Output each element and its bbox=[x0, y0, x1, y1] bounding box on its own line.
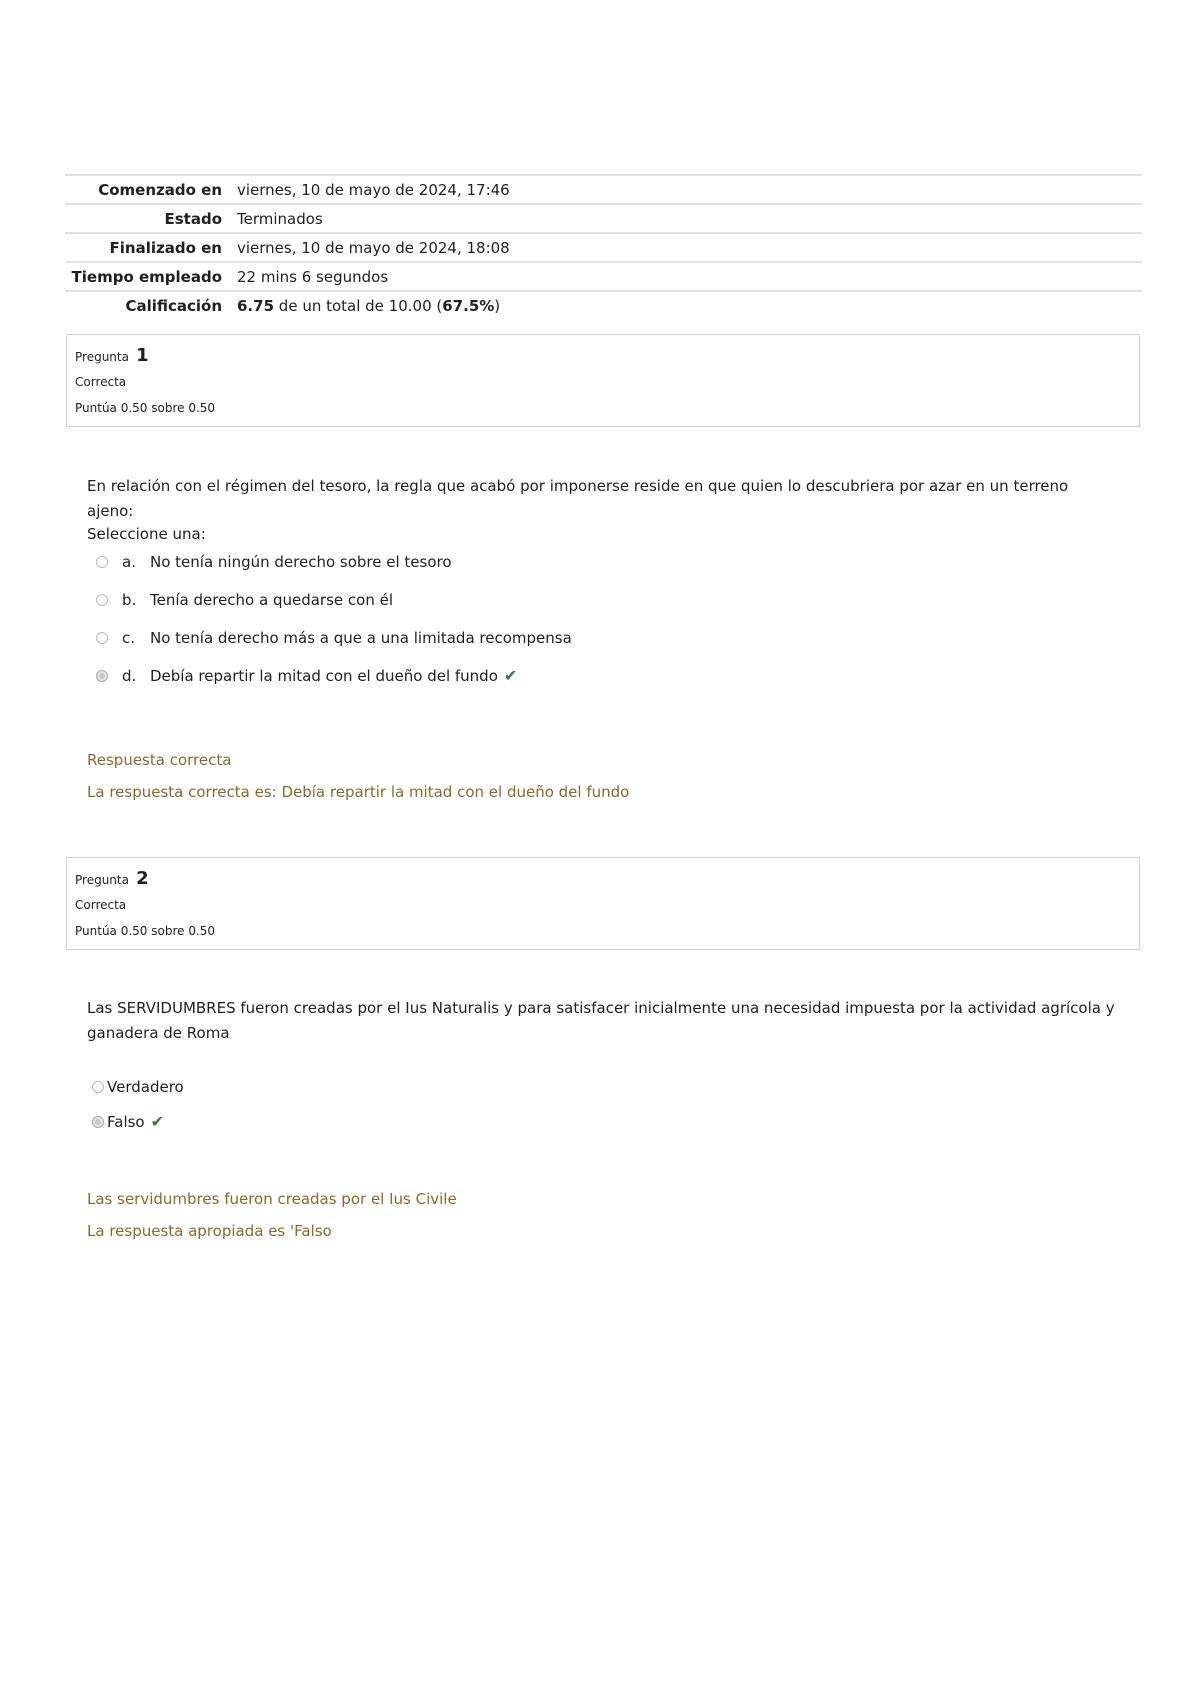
radio-button-checked[interactable] bbox=[92, 1116, 104, 1128]
question-2-right-answer: La respuesta apropiada es 'Falso bbox=[87, 1222, 332, 1240]
answer-text: No tenía derecho más a que a una limitada recompensa bbox=[150, 629, 572, 647]
question-number bbox=[75, 345, 1131, 366]
question-label: Pregunta bbox=[75, 873, 129, 887]
answer-option-b[interactable] bbox=[96, 591, 393, 609]
question-num: 1 bbox=[136, 345, 149, 366]
summary-value: viernes, 10 de mayo de 2024, 17:46 bbox=[237, 180, 510, 199]
question-grade: Puntúa 0.50 sobre 0.50 bbox=[75, 924, 216, 938]
question-2-info bbox=[66, 857, 1140, 950]
summary-row-grade bbox=[65, 292, 1142, 319]
question-1-right-answer: La respuesta correcta es: Debía repartir la mitad con el dueño del fundo bbox=[87, 783, 630, 801]
summary-row-started bbox=[65, 176, 1142, 205]
summary-label: Comenzado en bbox=[98, 180, 222, 199]
summary-value: 22 mins 6 segundos bbox=[237, 267, 389, 286]
question-num: 2 bbox=[136, 868, 149, 889]
radio-button[interactable] bbox=[96, 556, 108, 568]
correct-check-icon: ✔ bbox=[503, 666, 518, 685]
question-state: Correcta bbox=[75, 375, 127, 389]
answer-option-a[interactable] bbox=[96, 553, 452, 571]
question-grade: Puntúa 0.50 sobre 0.50 bbox=[75, 401, 216, 415]
answer-option-false[interactable] bbox=[92, 1112, 164, 1131]
answer-letter: b. bbox=[122, 591, 137, 609]
answer-text: No tenía ningún derecho sobre el tesoro bbox=[150, 553, 452, 571]
summary-value: viernes, 10 de mayo de 2024, 18:08 bbox=[237, 238, 510, 257]
answer-text: Verdadero bbox=[107, 1078, 184, 1096]
question-2-text: Las SERVIDUMBRES fueron creadas por el Ius Naturalis y para satisfacer inicialmente una necesidad impuesta por la actividad agrícola y ganadera de Roma bbox=[87, 999, 1115, 1042]
question-state: Correcta bbox=[75, 898, 127, 912]
question-2-feedback: Las servidumbres fueron creadas por el Ius Civile bbox=[87, 1190, 457, 1208]
select-one-prompt: Seleccione una: bbox=[87, 525, 206, 543]
answer-option-c[interactable] bbox=[96, 629, 572, 647]
grade-percent: 67.5% bbox=[442, 296, 495, 315]
answer-option-d[interactable] bbox=[96, 666, 517, 685]
answer-letter: c. bbox=[122, 629, 136, 647]
question-label: Pregunta bbox=[75, 350, 129, 364]
summary-label: Calificación bbox=[125, 296, 222, 315]
question-number bbox=[75, 868, 1131, 889]
summary-label: Estado bbox=[164, 209, 222, 228]
summary-row-finished bbox=[65, 234, 1142, 263]
grade-middle: de un total de 10.00 ( bbox=[278, 296, 443, 315]
summary-value: Terminados bbox=[237, 209, 323, 228]
radio-button[interactable] bbox=[92, 1081, 104, 1093]
grade-value bbox=[237, 297, 1142, 315]
summary-label: Tiempo empleado bbox=[71, 267, 222, 286]
question-1-feedback: Respuesta correcta bbox=[87, 751, 232, 769]
question-1-text: En relación con el régimen del tesoro, la regla que acabó por imponerse reside en que quien lo descubriera por azar en un terreno ajeno: bbox=[87, 477, 1069, 520]
question-1-info bbox=[66, 334, 1140, 427]
attempt-summary-table bbox=[65, 174, 1142, 319]
answer-text: Debía repartir la mitad con el dueño del fundo bbox=[150, 666, 498, 685]
answer-text: Falso bbox=[107, 1112, 145, 1131]
answer-letter: a. bbox=[122, 553, 136, 571]
radio-button[interactable] bbox=[96, 632, 108, 644]
answer-option-true[interactable] bbox=[92, 1078, 184, 1096]
summary-label: Finalizado en bbox=[109, 238, 222, 257]
radio-button-checked[interactable] bbox=[96, 670, 108, 682]
answer-letter: d. bbox=[122, 666, 137, 685]
grade-end: ) bbox=[494, 296, 501, 315]
correct-check-icon: ✔ bbox=[150, 1112, 165, 1131]
radio-button[interactable] bbox=[96, 594, 108, 606]
summary-row-time-taken bbox=[65, 263, 1142, 292]
grade-score: 6.75 bbox=[237, 296, 275, 315]
answer-text: Tenía derecho a quedarse con él bbox=[150, 591, 393, 609]
summary-row-state bbox=[65, 205, 1142, 234]
